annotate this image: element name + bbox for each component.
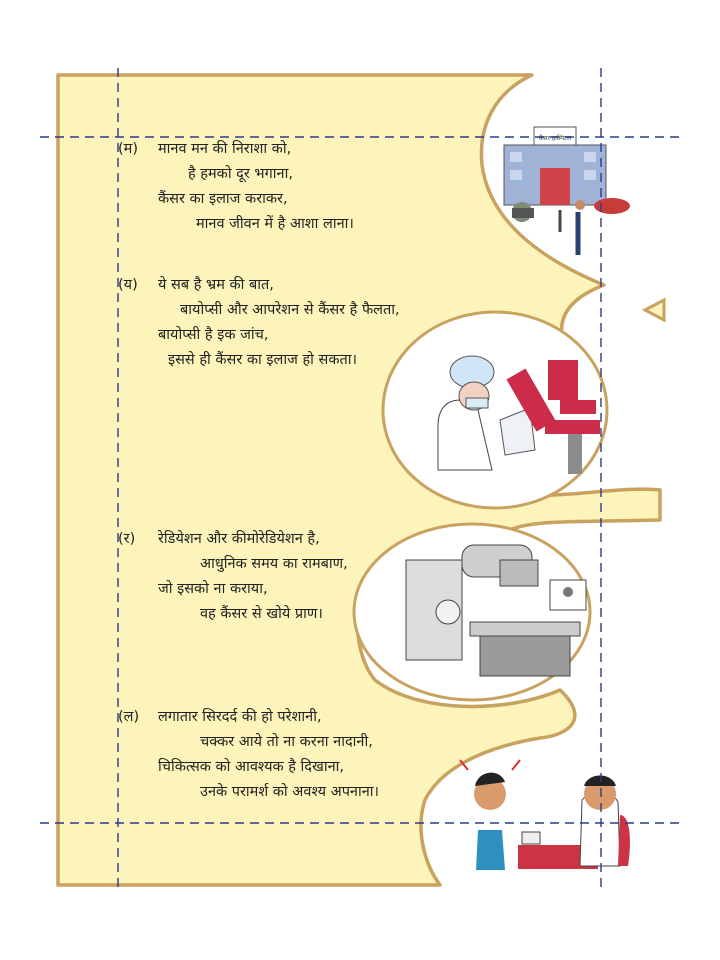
stanza-marker: (ल) xyxy=(118,709,140,725)
stanza-la xyxy=(118,705,379,805)
stanza-marker: (य) xyxy=(118,277,138,293)
hospital-sign: कैंसर हास्पिटल xyxy=(538,135,572,142)
poem-line: लगातार सिरदर्द की हो परेशानी, xyxy=(158,709,322,725)
poem-line: जो इसको ना कराया, xyxy=(158,581,268,597)
poem-line: मानव जीवन में है आशा लाना। xyxy=(196,216,354,232)
stanza-ya xyxy=(118,273,400,373)
poem-line: रेडियेशन और कीमोरेडियेशन है, xyxy=(158,531,320,547)
poem-line: बायोप्सी है इक जांच, xyxy=(158,327,269,343)
stanza-marker: (र) xyxy=(118,531,136,547)
poem-line: वह कैंसर से खोये प्राण। xyxy=(200,606,323,622)
poem-line: उनके परामर्श को अवश्य अपनाना। xyxy=(200,784,380,800)
doctor-patient-illustration xyxy=(460,760,630,870)
poem-line: बायोप्सी और आपरेशन से कैंसर है फैलता, xyxy=(180,302,400,318)
stanza-ma xyxy=(118,137,354,237)
poem-line: है हमको दूर भगाना, xyxy=(188,166,293,182)
stanza-marker: (म) xyxy=(118,141,138,157)
poem-line: इससे ही कैंसर का इलाज हो सकता। xyxy=(168,352,357,368)
stanza-ra xyxy=(118,527,348,627)
poem-line: कैंसर का इलाज कराकर, xyxy=(158,191,288,207)
poem-line: मानव मन की निराशा को, xyxy=(158,141,292,157)
poem-line: चक्कर आये तो ना करना नादानी, xyxy=(200,734,373,750)
page-marker-triangle xyxy=(645,300,664,320)
poem-line: आधुनिक समय का रामबाण, xyxy=(200,556,348,572)
poem-line: चिकित्सक को आवश्यक है दिखाना, xyxy=(158,759,345,775)
poem-line: ये सब है भ्रम की बात, xyxy=(158,277,274,293)
